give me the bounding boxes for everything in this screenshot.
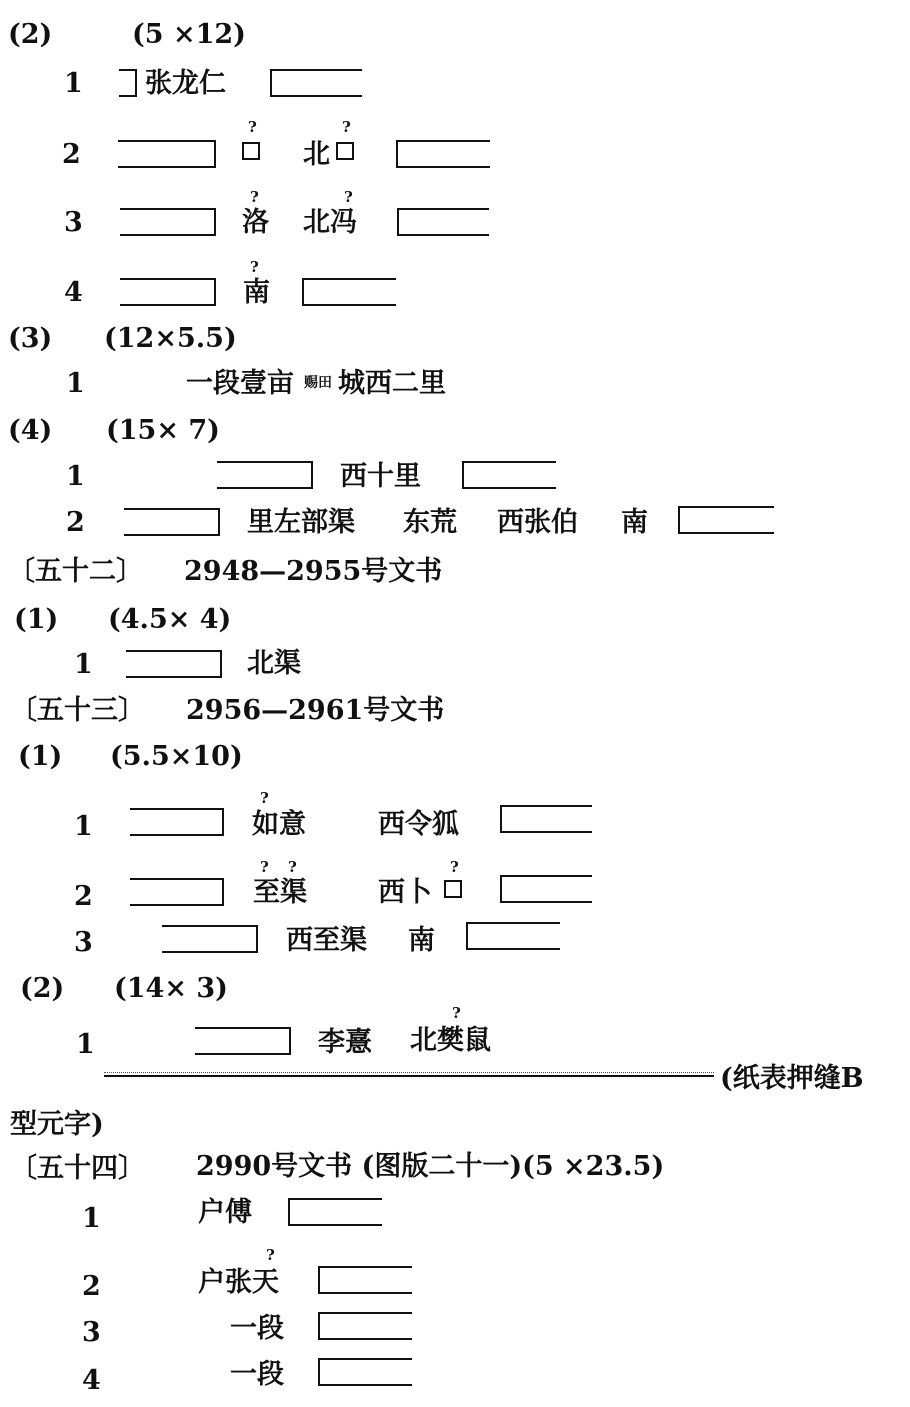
section-id: (1) (18, 741, 63, 772)
missing-char-box (336, 142, 354, 160)
line-number: 2 (66, 507, 85, 538)
line-number: 2 (62, 139, 81, 170)
lacuna-end (500, 805, 592, 833)
uncertain-mark: ? (260, 789, 269, 807)
uncertain-mark: ? (342, 118, 351, 136)
lacuna-end (318, 1312, 412, 1340)
line-text: 西卜 (378, 877, 432, 908)
lacuna-end (302, 278, 396, 306)
lacuna-start (124, 508, 220, 536)
lacuna-end (678, 506, 774, 534)
line-text: 南 (408, 925, 435, 956)
section-heading: 〔五十四〕 (10, 1153, 145, 1184)
section-size: (5.5×10) (110, 741, 243, 772)
lacuna-end (288, 1198, 382, 1226)
line-small-text: 赐田 (304, 375, 332, 391)
line-text: 西令狐 (378, 809, 459, 840)
line-number: 2 (82, 1271, 101, 1302)
line-number: 4 (64, 277, 83, 308)
section-heading: 〔五十三〕 (10, 695, 145, 726)
lacuna-start (130, 878, 224, 906)
line-text: 北樊鼠 (410, 1025, 491, 1056)
uncertain-mark: ? (266, 1246, 275, 1264)
line-text: 城西二里 (338, 368, 446, 399)
lacuna-start (217, 461, 313, 489)
line-text: 洛 (242, 207, 269, 238)
uncertain-mark: ? (450, 858, 459, 876)
line-text: 北 (303, 139, 330, 170)
line-text: 一段 (230, 1313, 284, 1344)
seam-line (104, 1075, 714, 1077)
seam-line (104, 1072, 714, 1073)
section-size: (5 ×12) (132, 19, 246, 50)
line-text: 南 (621, 507, 648, 538)
missing-char-box (242, 142, 260, 160)
section-id: (4) (8, 415, 53, 446)
lacuna-end (318, 1358, 412, 1386)
line-number: 2 (74, 881, 93, 912)
uncertain-mark: ? (344, 188, 353, 206)
line-text: 一段 (230, 1359, 284, 1390)
lacuna-end (462, 461, 556, 489)
uncertain-mark: ? (248, 118, 257, 136)
line-number: 1 (82, 1203, 101, 1234)
line-text: 西至渠 (286, 925, 367, 956)
uncertain-mark: ? (452, 1004, 461, 1022)
line-number: 1 (74, 649, 93, 680)
seam-note: (纸表押缝B (720, 1063, 864, 1094)
section-id: (1) (14, 604, 59, 635)
line-number: 1 (74, 811, 93, 842)
line-number: 3 (64, 207, 83, 238)
section-heading: 〔五十二〕 (8, 556, 143, 587)
line-text: 户张天 (198, 1267, 279, 1298)
line-number: 3 (74, 927, 93, 958)
line-text: 一段壹亩 (186, 368, 294, 399)
uncertain-mark: ? (260, 858, 269, 876)
lacuna-start (162, 925, 258, 953)
section-id: (3) (8, 323, 53, 354)
line-text: 户傅 (198, 1197, 252, 1228)
line-number: 1 (66, 461, 85, 492)
uncertain-mark: ? (250, 258, 259, 276)
lacuna-start (120, 278, 216, 306)
line-text: 如意 (252, 809, 306, 840)
line-number: 1 (76, 1029, 95, 1060)
line-text: 北渠 (247, 648, 301, 679)
lacuna-start (118, 140, 216, 168)
uncertain-mark: ? (250, 188, 259, 206)
line-text: 南 (243, 277, 270, 308)
document-range: 2956—2961号文书 (186, 695, 445, 726)
lacuna-start (195, 1027, 291, 1055)
lacuna-end (270, 69, 362, 97)
line-text: 里左部渠 (247, 507, 355, 538)
section-id: (2) (20, 973, 65, 1004)
lacuna-end (396, 140, 490, 168)
line-text: 至渠 (253, 877, 307, 908)
lacuna-start (126, 650, 222, 678)
lacuna-end (466, 922, 560, 950)
uncertain-mark: ? (288, 858, 297, 876)
line-number: 1 (66, 368, 85, 399)
lacuna-start (120, 208, 216, 236)
line-text: 北冯 (303, 207, 357, 238)
section-size: (12×5.5) (104, 323, 237, 354)
line-text: 西张伯 (497, 507, 578, 538)
section-size: (15× 7) (106, 415, 220, 446)
line-text: 张龙仁 (145, 68, 226, 99)
section-size: (4.5× 4) (108, 604, 232, 635)
line-number: 3 (82, 1317, 101, 1348)
lacuna-end (397, 208, 489, 236)
line-text: 东荒 (403, 507, 457, 538)
document-range: 2948—2955号文书 (184, 556, 443, 587)
document-range: 2990号文书 (图版二十一)(5 ×23.5) (196, 1151, 665, 1182)
section-size: (14× 3) (114, 973, 228, 1004)
lacuna-start (119, 69, 137, 97)
line-number: 1 (64, 68, 83, 99)
line-text: 李憙 (318, 1027, 372, 1058)
missing-char-box (444, 880, 462, 898)
line-text: 西十里 (340, 461, 421, 492)
seam-note-continued: 型元字) (10, 1109, 104, 1140)
section-id: (2) (8, 19, 53, 50)
lacuna-end (318, 1266, 412, 1294)
lacuna-start (130, 808, 224, 836)
lacuna-end (500, 875, 592, 903)
line-number: 4 (82, 1365, 101, 1396)
